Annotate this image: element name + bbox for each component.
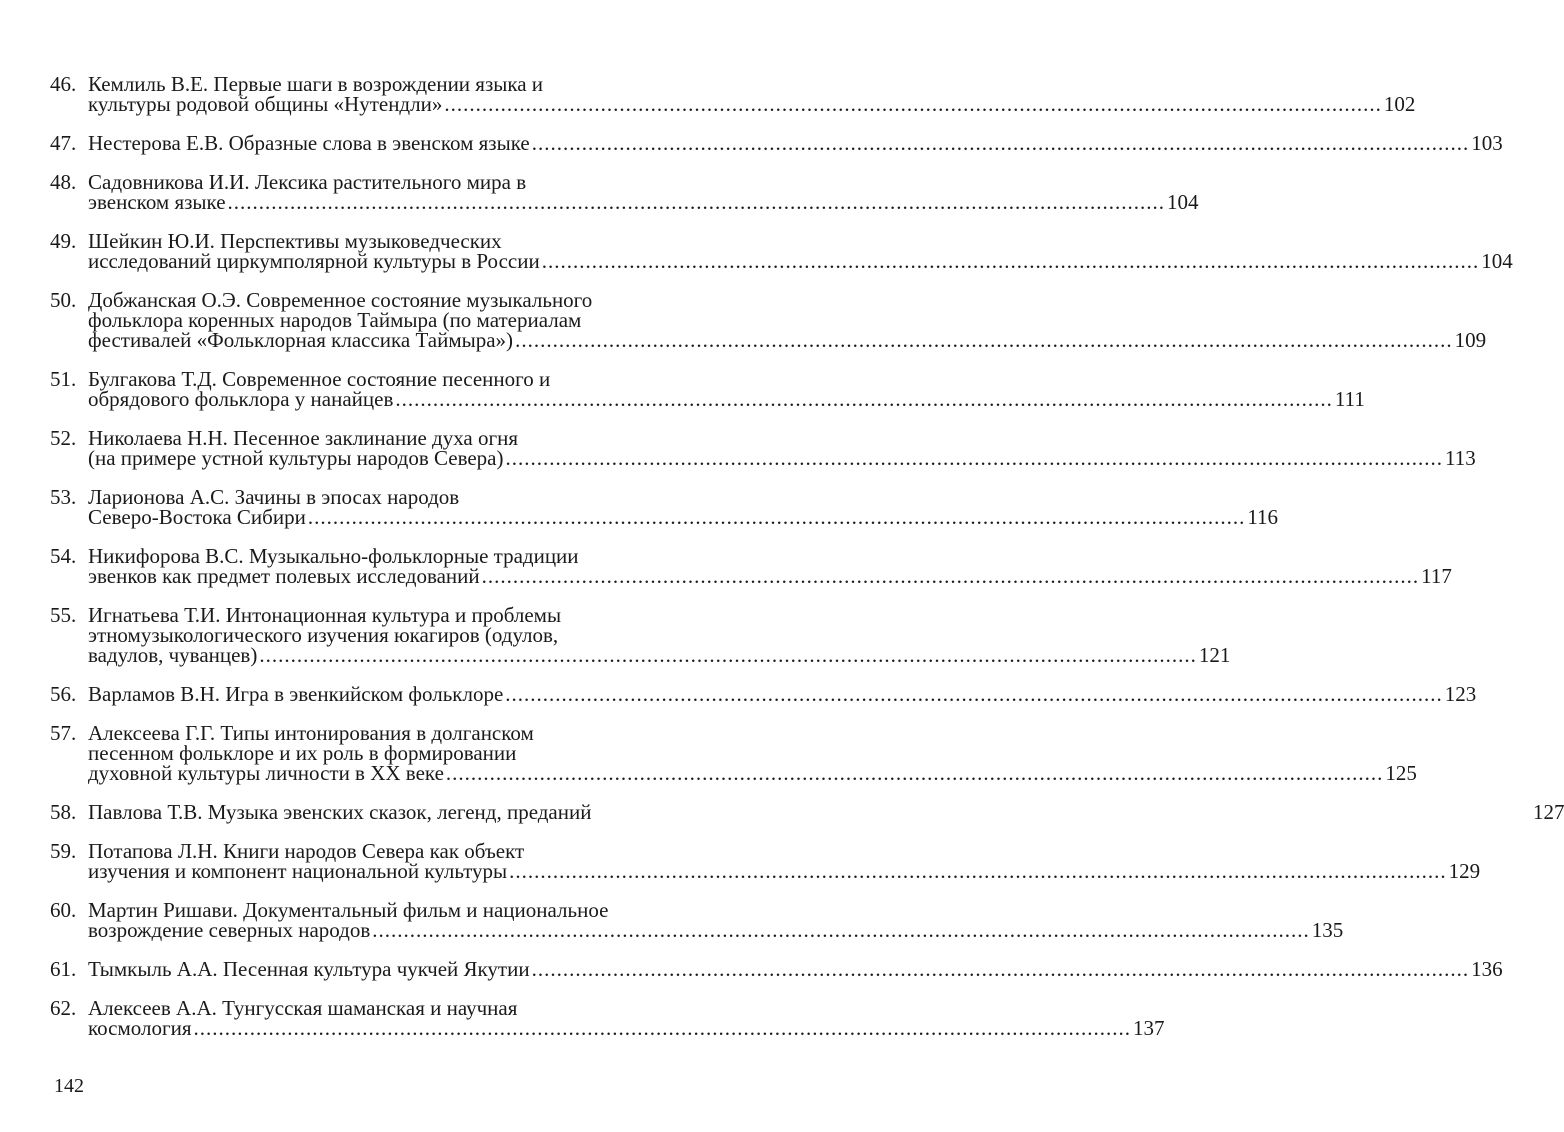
entry-number: 55. [50, 603, 77, 627]
toc-entry [50, 367, 1365, 411]
dot-leader [446, 763, 1384, 783]
entry-title-line: духовной культуры личности в XX веке [88, 761, 444, 785]
dot-leader [228, 192, 1166, 212]
entry-title-line: Ларионова А.С. Зачины в эпосах народов [88, 485, 460, 509]
entry-last-line [88, 389, 1365, 409]
entry-body [88, 900, 1343, 940]
toc-entry [50, 485, 1279, 529]
entry-page-number: 136 [1471, 957, 1503, 981]
dot-leader [509, 861, 1447, 881]
entry-title-line: космология [88, 1016, 192, 1040]
entry-title-line: вадулов, чуванцев) [88, 643, 258, 667]
entry-last-line [88, 920, 1343, 940]
entry-title-line: Павлова Т.В. Музыка эвенских сказок, легенд, преданий [88, 800, 592, 824]
entry-last-line [88, 448, 1476, 468]
entry-body [88, 369, 1365, 409]
toc-entry [50, 957, 1503, 981]
dot-leader [532, 133, 1470, 153]
dot-leader [515, 330, 1453, 350]
entry-title-line: этномузыкологического изучения юкагиров (одулов, [88, 623, 559, 647]
entry-page-number: 111 [1334, 387, 1365, 411]
entry-last-line [88, 192, 1199, 212]
entry-number: 52. [50, 426, 77, 450]
dot-leader [506, 448, 1444, 468]
dot-leader [444, 94, 1382, 114]
entry-page-number: 125 [1385, 761, 1417, 785]
entry-page-number: 109 [1454, 328, 1487, 352]
entry-page-number: 104 [1167, 190, 1199, 214]
dot-leader [259, 645, 1197, 665]
toc-entry [50, 544, 1452, 588]
entry-title-line: эвенском языке [88, 190, 226, 214]
entry-title-line: Потапова Л.Н. Книги народов Севера как объект [88, 839, 525, 863]
entry-page-number: 117 [1421, 564, 1452, 588]
entry-page-number: 102 [1383, 92, 1416, 116]
entry-number: 60. [50, 898, 77, 922]
entry-page-number: 129 [1448, 859, 1481, 883]
entry-title-line: Игнатьева Т.И. Интонационная культура и проблемы [88, 603, 562, 627]
entry-last-line [88, 251, 1513, 271]
table-of-contents [50, 72, 1564, 1057]
entry-title-line: Нестерова Е.В. Образные слова в эвенском языке [88, 131, 530, 155]
entry-title-line: Булгакова Т.Д. Современное состояние песенного и [88, 367, 551, 391]
entry-title-line: Шейкин Ю.И. Перспективы музыковедческих [88, 229, 502, 253]
entry-last-line [88, 1018, 1164, 1038]
entry-last-line [88, 330, 1486, 350]
toc-entry [50, 839, 1481, 883]
entry-last-line [88, 94, 1415, 114]
entry-title-line: Тымкыль А.А. Песенная культура чукчей Якутии [88, 957, 530, 981]
entry-title-line: Северо-Востока Сибири [88, 505, 306, 529]
entry-title-line: эвенков как предмет полевых исследований [88, 564, 480, 588]
entry-last-line [88, 507, 1278, 527]
toc-entry [50, 996, 1165, 1040]
entry-body [88, 133, 1503, 153]
dot-leader [532, 959, 1470, 979]
toc-entry [50, 288, 1487, 352]
toc-entry [50, 603, 1231, 667]
entry-number: 59. [50, 839, 77, 863]
entry-body [88, 172, 1199, 212]
toc-entry [50, 170, 1199, 214]
entry-number: 56. [50, 682, 77, 706]
entry-number: 49. [50, 229, 77, 253]
toc-entry [50, 682, 1477, 706]
entry-last-line [88, 802, 1564, 822]
toc-entry [50, 898, 1344, 942]
entry-title-line: Николаева Н.Н. Песенное заклинание духа огня [88, 426, 519, 450]
entry-title-line: возрождение северных народов [88, 918, 371, 942]
entry-number: 51. [50, 367, 77, 391]
entry-page-number: 123 [1444, 682, 1477, 706]
entry-number: 62. [50, 996, 77, 1020]
toc-entry [50, 72, 1416, 116]
entry-body [88, 546, 1452, 586]
entry-last-line [88, 861, 1480, 881]
entry-last-line [88, 645, 1230, 665]
entry-number: 61. [50, 957, 77, 981]
entry-title-line: Мартин Ришави. Документальный фильм и национальное [88, 898, 609, 922]
entry-body [88, 74, 1415, 114]
dot-leader [395, 389, 1333, 409]
dot-leader [193, 1018, 1131, 1038]
toc-entry [50, 131, 1503, 155]
entry-number: 57. [50, 721, 77, 745]
dot-leader [482, 566, 1420, 586]
entry-number: 58. [50, 800, 77, 824]
entry-body [88, 605, 1230, 665]
dot-leader [505, 684, 1443, 704]
entry-number: 48. [50, 170, 77, 194]
toc-entry [50, 426, 1476, 470]
entry-page-number: 113 [1445, 446, 1476, 470]
entry-number: 53. [50, 485, 77, 509]
page-number: 142 [54, 1075, 84, 1097]
entry-title-line: фольклора коренных народов Таймыра (по материалам [88, 308, 582, 332]
entry-number: 50. [50, 288, 77, 312]
dot-leader [542, 251, 1480, 271]
entry-number: 46. [50, 72, 77, 96]
entry-page-number: 116 [1247, 505, 1279, 529]
entry-last-line [88, 959, 1503, 979]
entry-last-line [88, 763, 1417, 783]
toc-entry [50, 229, 1513, 273]
entry-title-line: Кемлиль В.Е. Первые шаги в возрождении языка и [88, 72, 544, 96]
entry-title-line: (на примере устной культуры народов Севера) [88, 446, 504, 470]
entry-body [88, 290, 1486, 350]
entry-body [88, 684, 1476, 704]
entry-body [88, 959, 1503, 979]
entry-page-number: 104 [1481, 249, 1513, 273]
entry-title-line: фестивалей «Фольклорная классика Таймыра») [88, 328, 514, 352]
entry-title-line: Алексеев А.А. Тунгусская шаманская и научная [88, 996, 518, 1020]
entry-title-line: культуры родовой общины «Нутендли» [88, 92, 443, 116]
entry-page-number: 137 [1132, 1016, 1165, 1040]
dot-leader [372, 920, 1310, 940]
entry-body [88, 841, 1480, 881]
entry-last-line [88, 684, 1476, 704]
entry-body [88, 231, 1513, 271]
entry-body [88, 998, 1164, 1038]
entry-page-number: 103 [1471, 131, 1503, 155]
entry-body [88, 487, 1278, 527]
entry-title-line: исследований циркумполярной культуры в России [88, 249, 540, 273]
entry-number: 54. [50, 544, 77, 568]
entry-title-line: обрядового фольклора у нанайцев [88, 387, 394, 411]
entry-body [88, 802, 1564, 822]
entry-page-number: 127 [1532, 800, 1564, 824]
entry-last-line [88, 133, 1503, 153]
entry-number: 47. [50, 131, 77, 155]
entry-body [88, 428, 1476, 468]
entry-title-line: Варламов В.Н. Игра в эвенкийском фольклоре [88, 682, 504, 706]
toc-entry [50, 721, 1417, 785]
entry-title-line: песенном фольклоре и их роль в формировании [88, 741, 517, 765]
entry-title-line: Алексеева Г.Г. Типы интонирования в долганском [88, 721, 534, 745]
dot-leader [308, 507, 1246, 527]
entry-page-number: 121 [1198, 643, 1231, 667]
toc-entry [50, 800, 1564, 824]
entry-page-number: 135 [1311, 918, 1344, 942]
entry-title-line: Никифорова В.С. Музыкально-фольклорные традиции [88, 544, 579, 568]
entry-title-line: Добжанская О.Э. Современное состояние музыкального [88, 288, 593, 312]
entry-title-line: изучения и компонент национальной культуры [88, 859, 508, 883]
entry-last-line [88, 566, 1452, 586]
entry-title-line: Садовникова И.И. Лексика растительного мира в [88, 170, 527, 194]
entry-body [88, 723, 1417, 783]
